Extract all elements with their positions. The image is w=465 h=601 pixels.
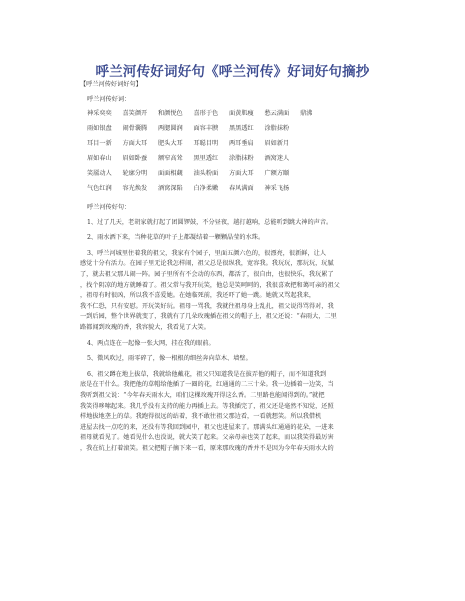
word-item: 笑靥动人 — [87, 170, 112, 178]
word-item: 面面相觑 — [158, 170, 183, 178]
word-item: 耳目一新 — [87, 140, 112, 148]
word-item: 雨如银盘 — [87, 125, 112, 133]
word-item: 眉如春山 — [87, 155, 112, 163]
word-item: 春风满面 — [229, 185, 254, 193]
paragraph-line: 5、微风吹过，雨零碎了，像一根根的细丝奔向草木、墙壁。 — [87, 355, 252, 363]
paragraph — [80, 354, 394, 365]
word-item: 喜笑颜开 — [122, 110, 148, 118]
word-row — [80, 154, 394, 165]
sentence-list — [80, 218, 394, 460]
word-item: 酒窝迷人 — [264, 155, 290, 163]
word-item: 愁云满面 — [264, 110, 290, 118]
word-item: 闹骨囊腾 — [122, 125, 148, 133]
word-item: 轮廓分明 — [122, 170, 148, 178]
word-list — [80, 109, 394, 199]
word-item: 神采奕奕 — [87, 110, 112, 118]
page-title: 呼兰河传好词好句《呼兰河传》好词好句摘抄 — [95, 64, 370, 80]
paragraph-line: 6、祖父蹲在地上拔草，我就给他戴花，祖父只知道我是在拔弄他的帽子，而不知道我到 — [87, 370, 327, 378]
paragraph-line: 2、雨水洒下来，当种花草的叶子上都凝结着一颗颗晶莹的水珠。 — [87, 234, 265, 242]
word-item: 神采飞扬 — [264, 185, 290, 193]
word-item: 肥头大耳 — [158, 140, 183, 148]
word-item: 耳聪目明 — [193, 140, 219, 148]
word-item: 两腮圆润 — [158, 125, 183, 133]
word-item: 眉如卧蚕 — [122, 155, 148, 163]
paragraph-line: 一到后园，整个世界就变了，我就有了几朵玫瑰插在祖父的帽子上，祖父还说：“春雨大，二里 — [80, 313, 337, 321]
words-heading: 呼兰河传好词： — [87, 95, 131, 103]
paragraph — [80, 249, 394, 334]
paragraph-line: ，祖母有时很凶，所以我不喜爱她。在她临死前，我还吓了她一跳。她就又骂起我来， — [80, 292, 316, 300]
word-item: 眉如新月 — [264, 140, 290, 148]
word-row — [80, 109, 394, 120]
paragraph-line: 3、呼兰河城里住着我的祖父，我家有个园子，里面五颜六色的，很漂亮，很新鲜，让人 — [87, 249, 327, 257]
paragraph-line: 了，就去祖父那儿闹一阵。园子里所有不会动的东西，都活了，很自由，也很快乐，我玩累了 — [80, 271, 334, 279]
paragraph — [80, 370, 394, 455]
paragraph-line: 祖母就看见了。她看见什么也没说，就大笑了起来。父亲母亲也笑了起来，而以我笑得最厉害 — [80, 434, 334, 442]
word-item: 油头粉面 — [193, 170, 219, 178]
paragraph-line: 样地拔地垄上的草。我跑得很远的站着，我不敢往祖父那边看，一看就想笑。所以我借机 — [80, 413, 322, 421]
paragraph-line: 感觉十分有活力。在园子里无论我怎样闹，祖父总是很纵我，宽容我。我玩玩，那玩玩，玩腻 — [80, 260, 334, 268]
word-item: 面黄肌瘦 — [229, 110, 254, 118]
word-item: 两耳垂肩 — [229, 140, 254, 148]
word-item: 方面大耳 — [229, 170, 254, 178]
paragraph-line: 4、两点连在一起像一张大网，挂在我的眼前。 — [87, 339, 215, 347]
paragraph-line: 底是在干什么。我把他的草帽给他插了一圈的花，红通通的二三十朵。我一边插着一边笑，当 — [80, 381, 334, 389]
word-row — [80, 169, 394, 180]
paragraph-line: 我笑得哆嗦起来。我几乎没有支持的能力再插上去。等我插完了，祖父还是毫然不知觉，还照 — [80, 402, 334, 410]
word-item: 涂脂抹粉 — [229, 155, 254, 163]
paragraph-line: 我不仁恐，只有安慰。开玩笑好玩。祖母一骂我，我就往祖母身上乱扎，祖父说得骂得对，我 — [80, 302, 334, 310]
paragraph-line: 我听到祖父说：“今年春天雨水大，咱们这棵玫瑰开得这么香。二里路也能闻得到的。”就把 — [80, 392, 325, 399]
paragraph-line: ，找个阴凉的地方就睡着了。祖父常与我开玩笑，他总是笑呵呵的，我很喜欢把和蔼可亲的祖父 — [80, 281, 340, 289]
paragraph-line: ，我在炕上打着滚笑。祖父把帽子摘下来一看，原来那玫瑰的香并不是因为今年春天雨水大的 — [80, 444, 334, 452]
word-row — [80, 139, 394, 150]
word-item: 黑黑透红 — [229, 125, 254, 133]
word-item: 酒窝深陷 — [158, 185, 183, 193]
word-row — [80, 184, 394, 195]
section-bracket-heading: 【呼兰河传好词好句】 — [80, 81, 142, 88]
document-body — [80, 80, 394, 460]
word-item: 容光焕发 — [122, 185, 148, 193]
word-item: 气色红润 — [87, 185, 112, 193]
word-item: 和颜悦色 — [158, 110, 183, 118]
word-item: 鼎沸 — [300, 110, 313, 118]
word-row — [80, 124, 394, 135]
word-item: 喜形于色 — [193, 110, 219, 118]
paragraph — [80, 233, 394, 244]
word-item: 涂脂抹粉 — [264, 125, 290, 133]
word-item: 额窄高耸 — [158, 155, 183, 163]
paragraph-line: 进屋去找一点吃的来，还没有等我回到园中，祖父也进屋来了。那满头红通通的花朵，一进来 — [80, 423, 334, 431]
paragraph — [80, 218, 394, 229]
word-item: 黑里透红 — [193, 155, 219, 163]
paragraph-line: 1、过了几天，老胡家就打起了团圆锣鼓，不分昼夜，越打越响，总能听到跳大神的声音。 — [87, 218, 333, 226]
sentences-heading: 呼兰河传好句： — [87, 204, 131, 212]
word-item: 方面大耳 — [122, 140, 148, 148]
paragraph — [80, 339, 394, 350]
word-item: 面容丰腴 — [193, 125, 219, 133]
word-item: 广额方颐 — [264, 170, 290, 178]
paragraph-line: 路都闻到玫瑰的香，我容貌大，我看见了大笑。 — [80, 324, 210, 332]
word-item: 白净柔嫩 — [193, 185, 219, 193]
